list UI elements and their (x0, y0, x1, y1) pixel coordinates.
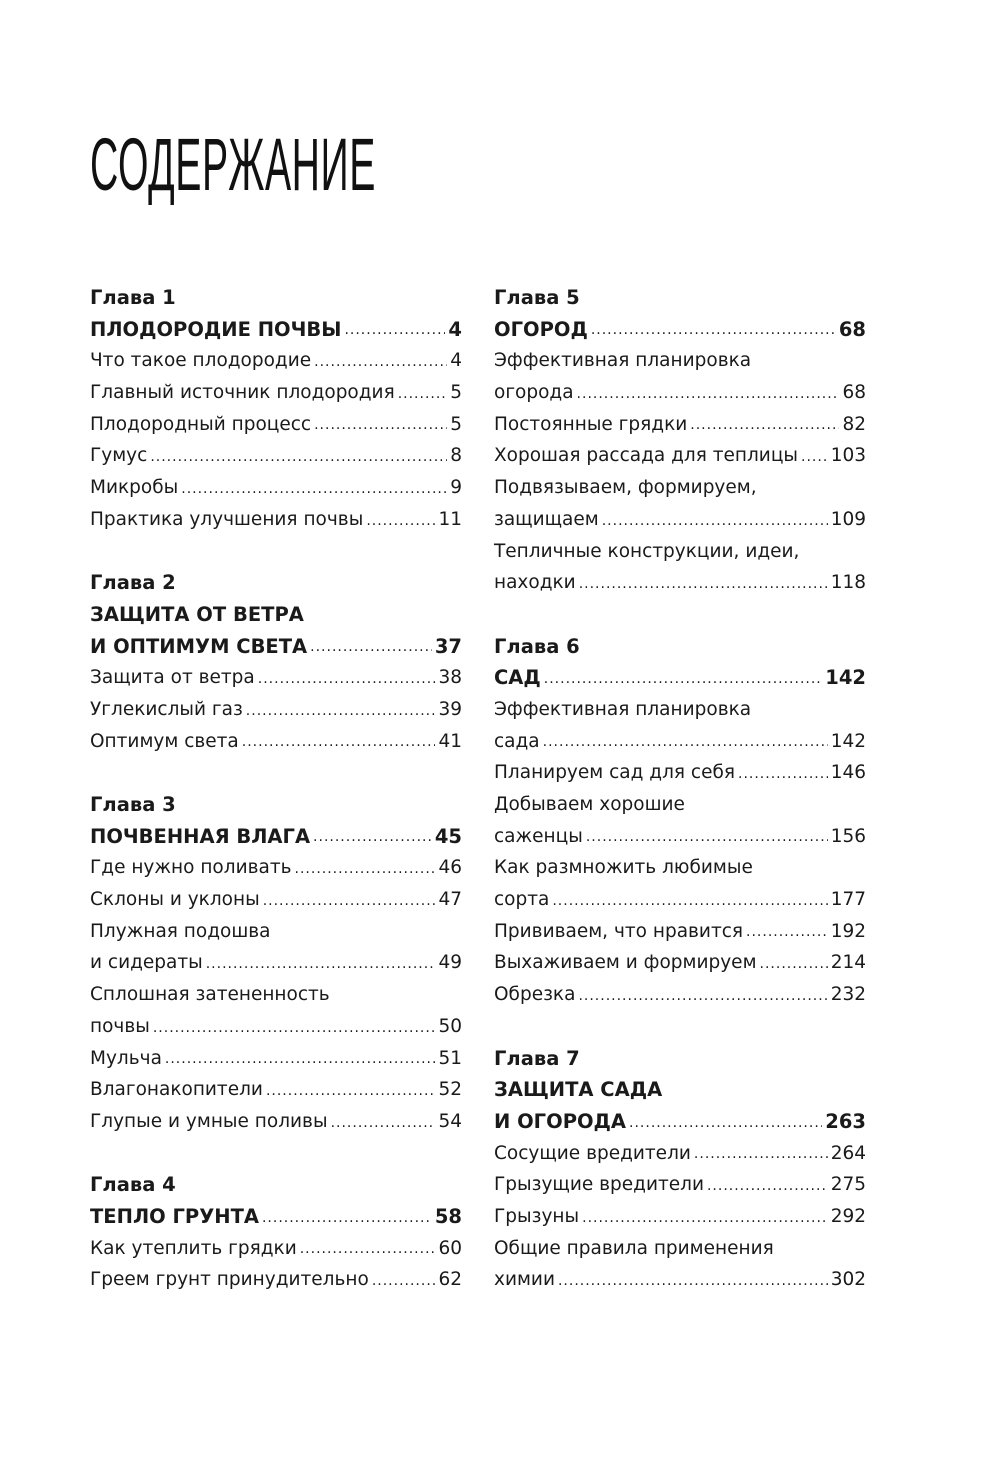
toc-entry (90, 1043, 462, 1075)
chapter-title-text: ПОЧВЕННАЯ ВЛАГА (90, 824, 311, 848)
chapter-title-text: САД (494, 666, 541, 690)
page-number: 232 (830, 984, 866, 1006)
toc-entry-text: Грызущие вредители (494, 1174, 704, 1196)
dot-leader (313, 821, 432, 853)
toc-entry (90, 504, 462, 536)
toc-entry-text: и сидераты (90, 952, 203, 974)
toc-entry-text: саженцы (494, 825, 583, 847)
toc-entry-text: Греем грунт принудительно (90, 1269, 369, 1291)
toc-entry (494, 789, 866, 821)
toc-entry-text: Выхаживаем и формируем (494, 952, 757, 974)
toc-entry (90, 1106, 462, 1138)
page-number: 46 (438, 857, 462, 879)
dot-leader (310, 631, 432, 663)
dot-leader (165, 1043, 436, 1075)
page-number: 103 (830, 445, 866, 467)
toc-entry (90, 1264, 462, 1296)
chapter-label (494, 1043, 866, 1075)
toc-entry-text: Общие правила применения (494, 1237, 774, 1259)
toc-entry-text: Сосущие вредители (494, 1142, 691, 1164)
page-number: 47 (438, 889, 462, 911)
toc-chapter (494, 631, 866, 1011)
toc-entry (494, 567, 866, 599)
toc-entry (494, 1138, 866, 1170)
toc-entry (90, 694, 462, 726)
chapter-label (90, 1169, 462, 1201)
toc-entry (90, 1011, 462, 1043)
dot-leader (314, 409, 447, 441)
page-number: 68 (838, 317, 866, 341)
toc-entry-text: Эффективная планировка (494, 698, 752, 720)
toc-entry (90, 726, 462, 758)
dot-leader (552, 884, 827, 916)
toc-entry (494, 916, 866, 948)
toc-chapter (90, 1169, 462, 1296)
toc-entry-text: находки (494, 572, 576, 594)
toc-entry-text: Глупые и умные поливы (90, 1110, 328, 1132)
toc-entry (494, 1201, 866, 1233)
page-number: 52 (438, 1079, 462, 1101)
page-number: 62 (438, 1269, 462, 1291)
toc-entry (494, 409, 866, 441)
page-number: 118 (830, 572, 866, 594)
chapter-title-text: ПЛОДОРОДИЕ ПОЧВЫ (90, 317, 342, 341)
dot-leader (398, 377, 448, 409)
dot-leader (690, 409, 839, 441)
chapter-title (90, 1201, 462, 1233)
toc-entry-text: химии (494, 1269, 555, 1291)
dot-leader (746, 916, 828, 948)
chapter-label (90, 789, 462, 821)
toc-chapter (494, 282, 866, 599)
dot-leader (738, 757, 828, 789)
dot-leader (300, 1233, 436, 1265)
chapter-title (494, 314, 866, 346)
toc-entry (90, 916, 462, 948)
toc-entry (90, 1074, 462, 1106)
dot-leader (258, 662, 436, 694)
toc-entry-text: Главный источник плодородия (90, 382, 395, 404)
page-number: 82 (842, 413, 866, 435)
toc-entry-text: Эффективная планировка (494, 350, 752, 372)
toc-entry-text: Склоны и уклоны (90, 889, 260, 911)
page-number: 5 (450, 413, 462, 435)
page-number: 4 (448, 317, 462, 341)
chapter-title (90, 821, 462, 853)
toc-entry (494, 694, 866, 726)
dot-leader (544, 662, 823, 694)
toc-entry-text: сорта (494, 889, 550, 911)
toc-entry (90, 1233, 462, 1265)
chapter-title (90, 631, 462, 663)
toc-entry-text: Грызуны (494, 1205, 580, 1227)
dot-leader (543, 726, 828, 758)
toc-entry (90, 852, 462, 884)
chapter-title-text: ТЕПЛО ГРУНТА (90, 1204, 259, 1228)
dot-leader (314, 345, 447, 377)
toc-entry-text: Планируем сад для себя (494, 762, 735, 784)
page-number: 302 (830, 1269, 866, 1291)
page-number: 5 (450, 382, 462, 404)
toc-entry (90, 884, 462, 916)
toc-chapter (90, 282, 462, 536)
dot-leader (150, 440, 447, 472)
toc-entry (90, 377, 462, 409)
chapter-title (90, 599, 462, 631)
toc-entry-text: огорода (494, 382, 574, 404)
page-number: 292 (830, 1205, 866, 1227)
page-number: 60 (438, 1237, 462, 1259)
page-number: 156 (830, 825, 866, 847)
page-number: 39 (438, 698, 462, 720)
toc-entry (494, 536, 866, 568)
toc-entry-text: сада (494, 730, 540, 752)
dot-leader (586, 821, 828, 853)
page-number: 177 (830, 889, 866, 911)
chapter-label-text: Глава 4 (90, 1173, 176, 1197)
dot-leader (591, 314, 836, 346)
toc-entry (90, 409, 462, 441)
toc-entry-text: Прививаем, что нравится (494, 920, 744, 942)
chapter-title (494, 1074, 866, 1106)
toc-entry (494, 440, 866, 472)
dot-leader (558, 1264, 828, 1296)
dot-leader (366, 504, 435, 536)
dot-leader (153, 1011, 436, 1043)
toc-entry (494, 1169, 866, 1201)
page-number: 264 (830, 1142, 866, 1164)
chapter-title-text: ЗАЩИТА ОТ ВЕТРА (90, 602, 304, 626)
chapter-title-text: ЗАЩИТА САДА (494, 1078, 663, 1102)
chapter-title-text: ОГОРОД (494, 317, 588, 341)
dot-leader (577, 377, 840, 409)
toc-chapter (90, 789, 462, 1138)
page-number: 146 (830, 762, 866, 784)
page-number: 54 (438, 1110, 462, 1132)
page-number: 214 (830, 952, 866, 974)
page-number: 49 (438, 952, 462, 974)
chapter-title (494, 662, 866, 694)
toc-entry-text: почвы (90, 1015, 150, 1037)
toc-entry (494, 345, 866, 377)
toc-chapter (494, 1043, 866, 1297)
dot-leader (801, 440, 828, 472)
dot-leader (263, 884, 436, 916)
toc-entry-text: Постоянные грядки (494, 413, 688, 435)
toc-entry-text: Где нужно поливать (90, 857, 292, 879)
toc-entry-text: Защита от ветра (90, 667, 255, 689)
dot-leader (602, 504, 828, 536)
toc-entry (494, 947, 866, 979)
page-number: 263 (825, 1109, 866, 1133)
page-number: 8 (450, 445, 462, 467)
dot-leader (707, 1169, 828, 1201)
toc-entry-text: Углекислый газ (90, 698, 243, 720)
dot-leader (246, 694, 436, 726)
toc-entry (90, 662, 462, 694)
chapter-label (494, 631, 866, 663)
page-number: 142 (830, 730, 866, 752)
page-number: 9 (450, 477, 462, 499)
page-number: 68 (842, 382, 866, 404)
toc-entry-text: Практика улучшения почвы (90, 508, 364, 530)
dot-leader (578, 979, 827, 1011)
toc-entry-text: Обрезка (494, 984, 576, 1006)
toc-entry-text: Подвязываем, формируем, (494, 477, 757, 499)
chapter-title (494, 1106, 866, 1138)
dot-leader (295, 852, 436, 884)
page-number: 50 (438, 1015, 462, 1037)
dot-leader (694, 1138, 828, 1170)
toc-entry-text: Что такое плодородие (90, 350, 312, 372)
dot-leader (760, 947, 828, 979)
chapter-label-text: Глава 7 (494, 1046, 580, 1070)
page-number: 58 (434, 1204, 462, 1228)
page-number: 142 (825, 666, 866, 690)
toc-entry (90, 440, 462, 472)
toc-entry-text: Сплошная затененность (90, 984, 330, 1006)
toc-column-right (494, 282, 866, 1296)
chapter-label-text: Глава 3 (90, 793, 176, 816)
page-number: 4 (450, 350, 462, 372)
toc-chapter (90, 567, 462, 757)
toc-entry-text: Хорошая рассада для теплицы (494, 445, 799, 467)
dot-leader (579, 567, 828, 599)
toc-entry-text: Плужная подошва (90, 920, 271, 942)
page-number: 275 (830, 1174, 866, 1196)
toc-entry (494, 884, 866, 916)
toc-entry (494, 821, 866, 853)
dot-leader (242, 726, 436, 758)
dot-leader (266, 1074, 436, 1106)
dot-leader (629, 1106, 822, 1138)
page-number: 51 (438, 1047, 462, 1069)
toc-entry (494, 979, 866, 1011)
chapter-label (90, 282, 462, 314)
toc-entry-text: Мульча (90, 1047, 162, 1069)
dot-leader (344, 314, 445, 346)
chapter-title-text: И ОПТИМУМ СВЕТА (90, 634, 308, 658)
toc-column-left (90, 282, 462, 1296)
dot-leader (331, 1106, 436, 1138)
toc-entry (90, 979, 462, 1011)
chapter-label-text: Глава 6 (494, 634, 580, 658)
toc-entry-text: Как утеплить грядки (90, 1237, 297, 1259)
toc-entry-text: Микробы (90, 477, 179, 499)
toc-entry-text: защищаем (494, 508, 599, 530)
dot-leader (262, 1201, 432, 1233)
toc-entry-text: Гумус (90, 445, 148, 467)
toc-entry-text: Как размножить любимые (494, 857, 753, 879)
chapter-label-text: Глава 1 (90, 286, 176, 309)
toc-entry-text: Тепличные конструкции, идеи, (494, 540, 800, 562)
page-number: 41 (438, 730, 462, 752)
dot-leader (206, 947, 436, 979)
chapter-label (90, 567, 462, 599)
page-number: 38 (438, 667, 462, 689)
toc-entry-text: Плодородный процесс (90, 413, 312, 435)
chapter-label-text: Глава 2 (90, 571, 176, 595)
chapter-label-text: Глава 5 (494, 286, 580, 309)
toc-entry (494, 377, 866, 409)
dot-leader (582, 1201, 828, 1233)
toc-entry (494, 1264, 866, 1296)
dot-leader (181, 472, 447, 504)
page-title: СОДЕРЖАНИЕ (90, 123, 376, 206)
chapter-title (90, 314, 462, 346)
toc-entry-text: Влагонакопители (90, 1079, 263, 1101)
toc-entry-text: Оптимум света (90, 730, 239, 752)
page-number: 192 (830, 920, 866, 942)
toc-entry (90, 345, 462, 377)
toc-entry (494, 757, 866, 789)
toc-entry (494, 852, 866, 884)
toc-entry (90, 947, 462, 979)
chapter-title-text: И ОГОРОДА (494, 1109, 627, 1133)
page-number: 37 (434, 634, 462, 658)
dot-leader (372, 1264, 436, 1296)
toc-entry (90, 472, 462, 504)
toc-entry-text: Добываем хорошие (494, 794, 685, 815)
toc-entry (494, 504, 866, 536)
toc-entry (494, 726, 866, 758)
page-number: 109 (830, 508, 866, 530)
toc-entry (494, 1233, 866, 1265)
page-number: 45 (434, 824, 462, 848)
page-number: 11 (438, 508, 462, 530)
chapter-label (494, 282, 866, 314)
toc-entry (494, 472, 866, 504)
